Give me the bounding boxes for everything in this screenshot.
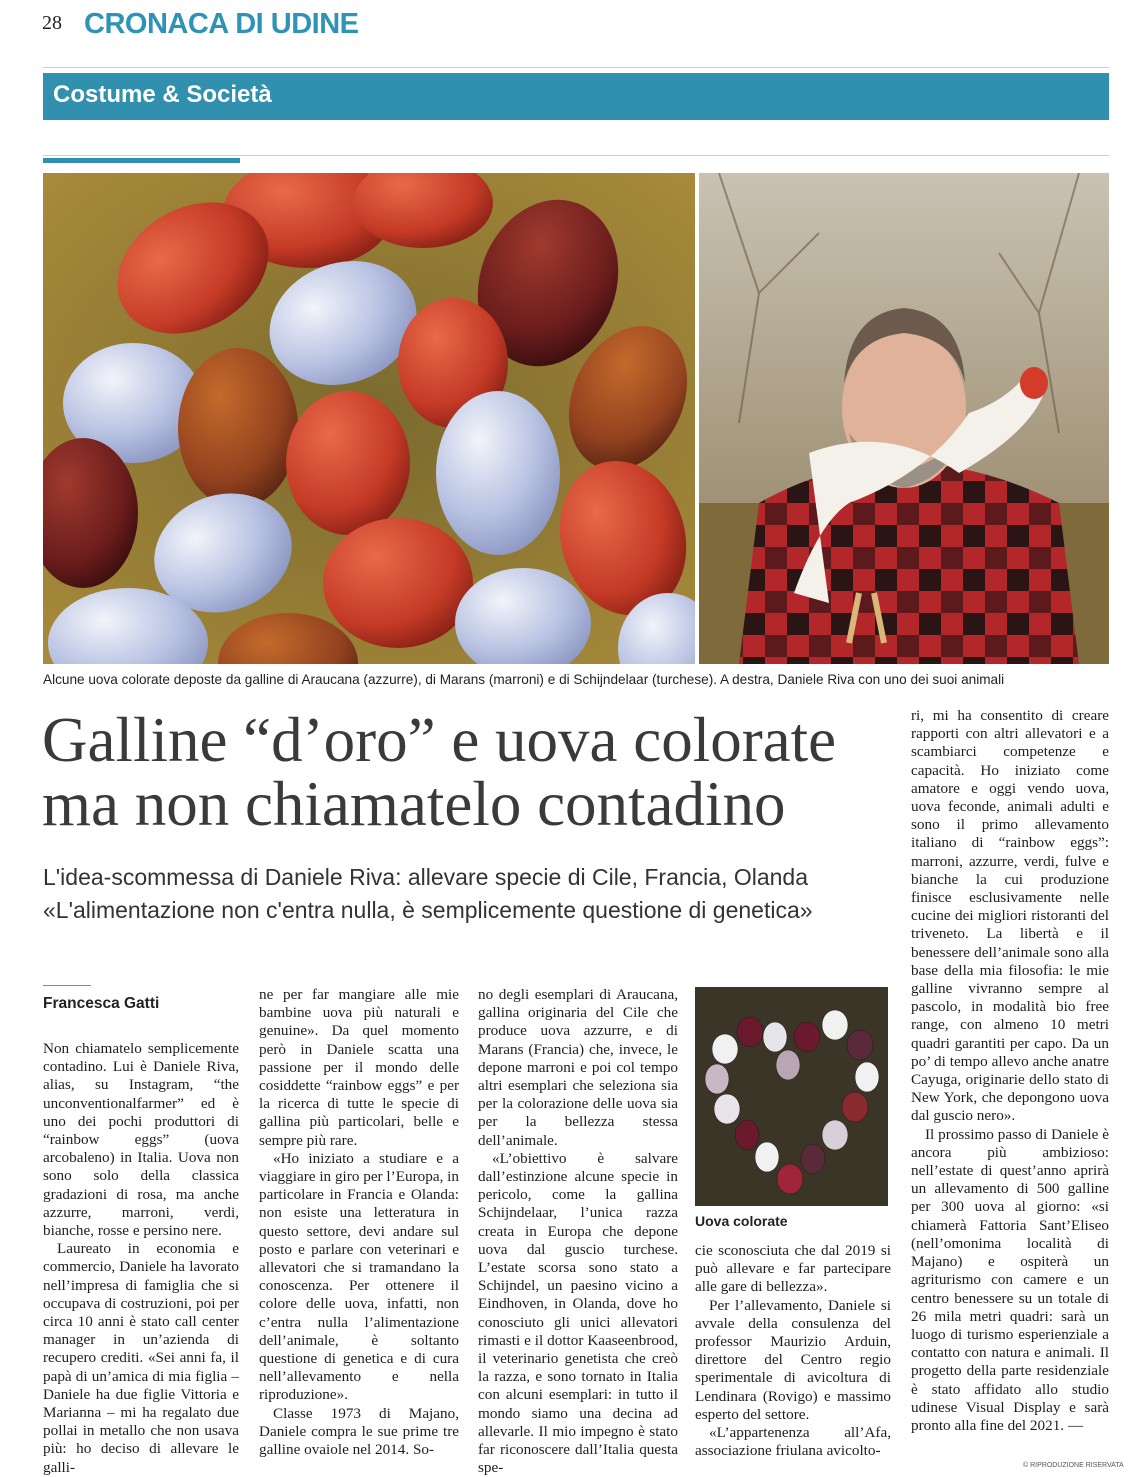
- heart-photo-caption: Uova colorate: [695, 1213, 788, 1229]
- paragraph: cie sconosciuta che dal 2019 si può allevare e far partecipare alle gare di bellezza».: [695, 1242, 891, 1296]
- photo-caption: Alcune uova colorate deposte da galline di Araucana (azzurre), di Marans (marroni) e di Schijndelaar (turchese). A destra, Daniele Riva con uno dei suoi animali: [43, 672, 1005, 687]
- farmer-with-hen-photo: [699, 173, 1109, 664]
- subheadline: [43, 861, 903, 927]
- paragraph: «Ho iniziato a studiare e a viaggiare in giro per l’Europa, in particolare in Francia e Olanda: non esiste una letteratura in questo settore, devi andare sul posto e parlare con veterinari e allevatori che si tramandano la conoscenza. Per ottenere il colore delle uova, infatti, non c’entra nulla l’alimentazione dell’animale, è soltanto questione di genetica e di cura nell’allevamento e nella riproduzione».: [259, 1149, 459, 1404]
- paragraph: ne per far mangiare alle mie bambine uova più naturali e genuine». Da quel momento però in Daniele scatta una passione per il mondo delle cosiddette “rainbow eggs” e per la ricerca di tutte le specie di gallina più particolari, belle e sempre più rare.: [259, 986, 459, 1149]
- subheadline-line-2: «L'alimentazione non c'entra nulla, è semplicemente questione di genetica»: [43, 897, 813, 923]
- headline: [42, 705, 902, 839]
- headline-line-1: Galline “d’oro” e uova colorate: [42, 705, 837, 775]
- copyright-notice: © RIPRODUZIONE RISERVATA: [1023, 1462, 1124, 1469]
- egg-cluster: [43, 173, 695, 664]
- article-column-3: [478, 986, 678, 1477]
- accent-bar: [43, 158, 240, 163]
- colored-eggs-photo: [43, 173, 695, 664]
- paragraph: Classe 1973 di Majano, Daniele compra le sue prime tre galline ovaiole nel 2014. So-: [259, 1404, 459, 1459]
- rubric-label: Costume & Società: [53, 81, 272, 108]
- article-column-5: [911, 707, 1109, 1435]
- paragraph: «L’obiettivo è salvare dall’estinzione alcune specie in pericolo, come la gallina Schijndelaar, l’unica razza creata in Europa che depone uova dal guscio turchese. L’estate scorsa sono stato a Schijndel, un paesino vicino a Eindhoven, in Olanda, dove ho conosciuto gli unici allevatori rimasti e il dottor Kaaseenbrood, il veterinario genetista che creò la razza, e sono tornato in Italia con alcuni esemplari: in tutto il mondo siamo una decina ad allevarle. Il mio impegno è stato far riconoscere dall’Italia questa spe-: [478, 1149, 678, 1477]
- article-column-1: [43, 1040, 239, 1477]
- section-title: CRONACA DI UDINE: [84, 8, 359, 40]
- paragraph: ri, mi ha consentito di creare rapporti con altri allevatori e a scambiarci competenze e capacità. Ho iniziato come amatore e oggi vendo uova, uova feconde, animali adulti e sono il primo allevamento italiano di “rainbow eggs”: marroni, azzurre, verdi, fulve e bianche la cui produzione finisce esclusivamente nelle cucine dei migliori ristoranti del triveneto. La libertà e il benessere dell’animale sono alla base della mia filosofia: le mie galline vivranno sempre al pascolo, in modalità bio free range, con almeno 10 metri quadri garantiti per capo. Da un po’ di tempo allevo anche anatre Cayuga, originarie dello stato di New York, che depongono uova dal guscio nero».: [911, 707, 1109, 1125]
- headline-line-2: ma non chiamatelo contadino: [42, 769, 786, 839]
- egg-heart-photo: [695, 987, 888, 1206]
- article-column-2: [259, 986, 459, 1459]
- byline-rule: [43, 985, 91, 986]
- byline: Francesca Gatti: [43, 995, 160, 1012]
- article-column-4-lower: [695, 1242, 891, 1460]
- paragraph: Laureato in economia e commercio, Daniele ha lavorato nell’impresa di famiglia che si occupava di costruzioni, poi per circa 10 anni è stato call center manager in un’azienda di recupero crediti. «Sei anni fa, il papà di un’amica di mia figlia – Daniele ha due figlie Vittoria e Marianna – mi ha regalato due pollai in metallo che non usava più: ho deciso di allevare le galli-: [43, 1240, 239, 1476]
- paragraph: «L’appartenenza all’Afa, associazione friulana avicolto-: [695, 1424, 891, 1460]
- paragraph: Per l’allevamento, Daniele si avvale della consulenza del professor Maurizio Arduin, direttore del Centro regio sperimentale di avicoltura di Lendinara (Rovigo) e massimo esperto del settore.: [695, 1296, 891, 1423]
- header-rule: [43, 67, 1109, 68]
- paragraph: no degli esemplari di Araucana, gallina originaria del Cile che produce uova azzurre, e di Marans (Francia) che, invece, le depone marroni e poi col tempo altri esemplari che seleziona sia per la colorazione delle uova sia per la bellezza stessa dell’animale.: [478, 986, 678, 1149]
- paragraph: Non chiamatelo semplicemente contadino. Lui è Daniele Riva, alias, su Instagram, “the unconventionalfarmer” ed è uno dei pochi produttori di “rainbow eggs” (uova arcobaleno) in Italia. Uova non sono solo della classica gradazioni di rosa, ma anche azzurre, marroni, verdi, bianche, rosse e persino nere.: [43, 1040, 239, 1240]
- paragraph: Il prossimo passo di Daniele è ancora più ambizioso: nell’estate di quest’anno aprirà un allevamento di 500 galline per 300 uova al giorno: «si chiamerà Fattoria Sant’Eliseo (nell’omonima località di Majano) e ospiterà un agriturismo con camere e un centro benessere su un totale di 26 mila metri quadri: sarà un luogo di turismo esperienziale a contatto con natura e animali. Il progetto della parte residenziale è stato affidato allo studio udinese Visual Display e sarà pronto alla fine del 2021. —: [911, 1125, 1109, 1434]
- subheadline-line-1: L'idea-scommessa di Daniele Riva: allevare specie di Cile, Francia, Olanda: [43, 864, 809, 890]
- rubric-rule: [43, 155, 1109, 156]
- page-number: 28: [42, 12, 62, 34]
